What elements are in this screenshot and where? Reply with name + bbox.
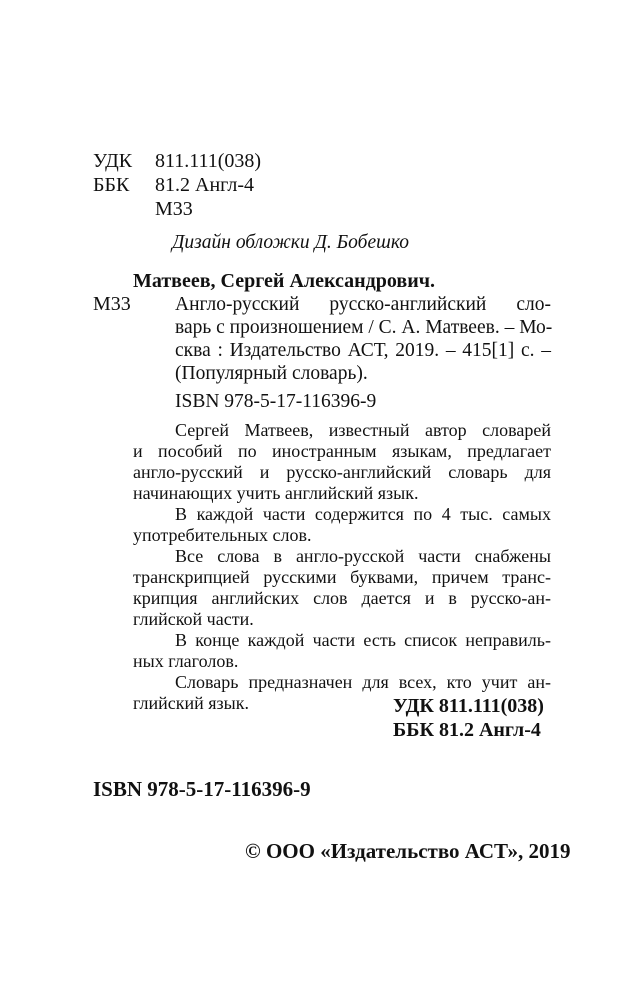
entry-isbn: ISBN 978-5-17-116396-9 — [175, 391, 377, 412]
annotation-line: англо-русский и русско-английский словарь для — [133, 462, 551, 482]
annotation-line: ных глаголов. — [133, 651, 239, 671]
copyright: © ООО «Издательство АСТ», 2019 — [245, 839, 571, 863]
udk-label: УДК — [93, 150, 133, 172]
footer-udk: УДК 811.111(038) — [393, 695, 544, 717]
bbk-row — [93, 173, 254, 197]
annotation-line: и пособий по иностранным языкам, предлагает — [133, 441, 551, 461]
annotation-line: В каждой части содержится по 4 тыс. самых — [175, 504, 551, 524]
annotation-line: начинающих учить английский язык. — [133, 483, 419, 503]
annotation-line: употребительных слов. — [133, 525, 312, 545]
annotation-line: транскрипцией русскими буквами, причем транс- — [133, 567, 551, 587]
annotation-line: В конце каждой части есть список неправиль- — [175, 630, 551, 650]
annotation-line: Все слова в англо-русской части снабжены — [175, 546, 551, 566]
annotation-line: глийский язык. — [133, 693, 249, 713]
annotation-line: глийской части. — [133, 609, 254, 629]
bbk-value: 81.2 Англ-4 — [155, 174, 254, 196]
cover-design-credit: Дизайн обложки Д. Бобешко — [172, 232, 409, 253]
entry-code: М33 — [93, 293, 131, 315]
entry-line-3: сква : Издательство АСТ, 2019. – 415[1] с. – — [175, 340, 551, 361]
entry-line-1: Англо-русский русско-английский сло- — [175, 294, 551, 315]
bbk-label: ББК — [93, 174, 130, 196]
udk-row — [93, 149, 261, 173]
annotation-line: Словарь предназначен для всех, кто учит ан- — [175, 672, 551, 692]
annotation-line: Сергей Матвеев, известный автор словарей — [175, 420, 551, 440]
footer-bbk: ББК 81.2 Англ-4 — [393, 719, 541, 741]
isbn-bottom: ISBN 978-5-17-116396-9 — [93, 777, 311, 801]
udk-value: 811.111(038) — [155, 150, 262, 172]
author-mark: М33 — [155, 198, 193, 220]
entry-line-2: варь с произношением / С. А. Матвеев. – Мо- — [175, 317, 553, 338]
entry-author: Матвеев, Сергей Александрович. — [133, 270, 436, 292]
annotation-line: крипция английских слов дается и в русско-ан- — [133, 588, 551, 608]
entry-line-4: (Популярный словарь). — [175, 363, 368, 384]
